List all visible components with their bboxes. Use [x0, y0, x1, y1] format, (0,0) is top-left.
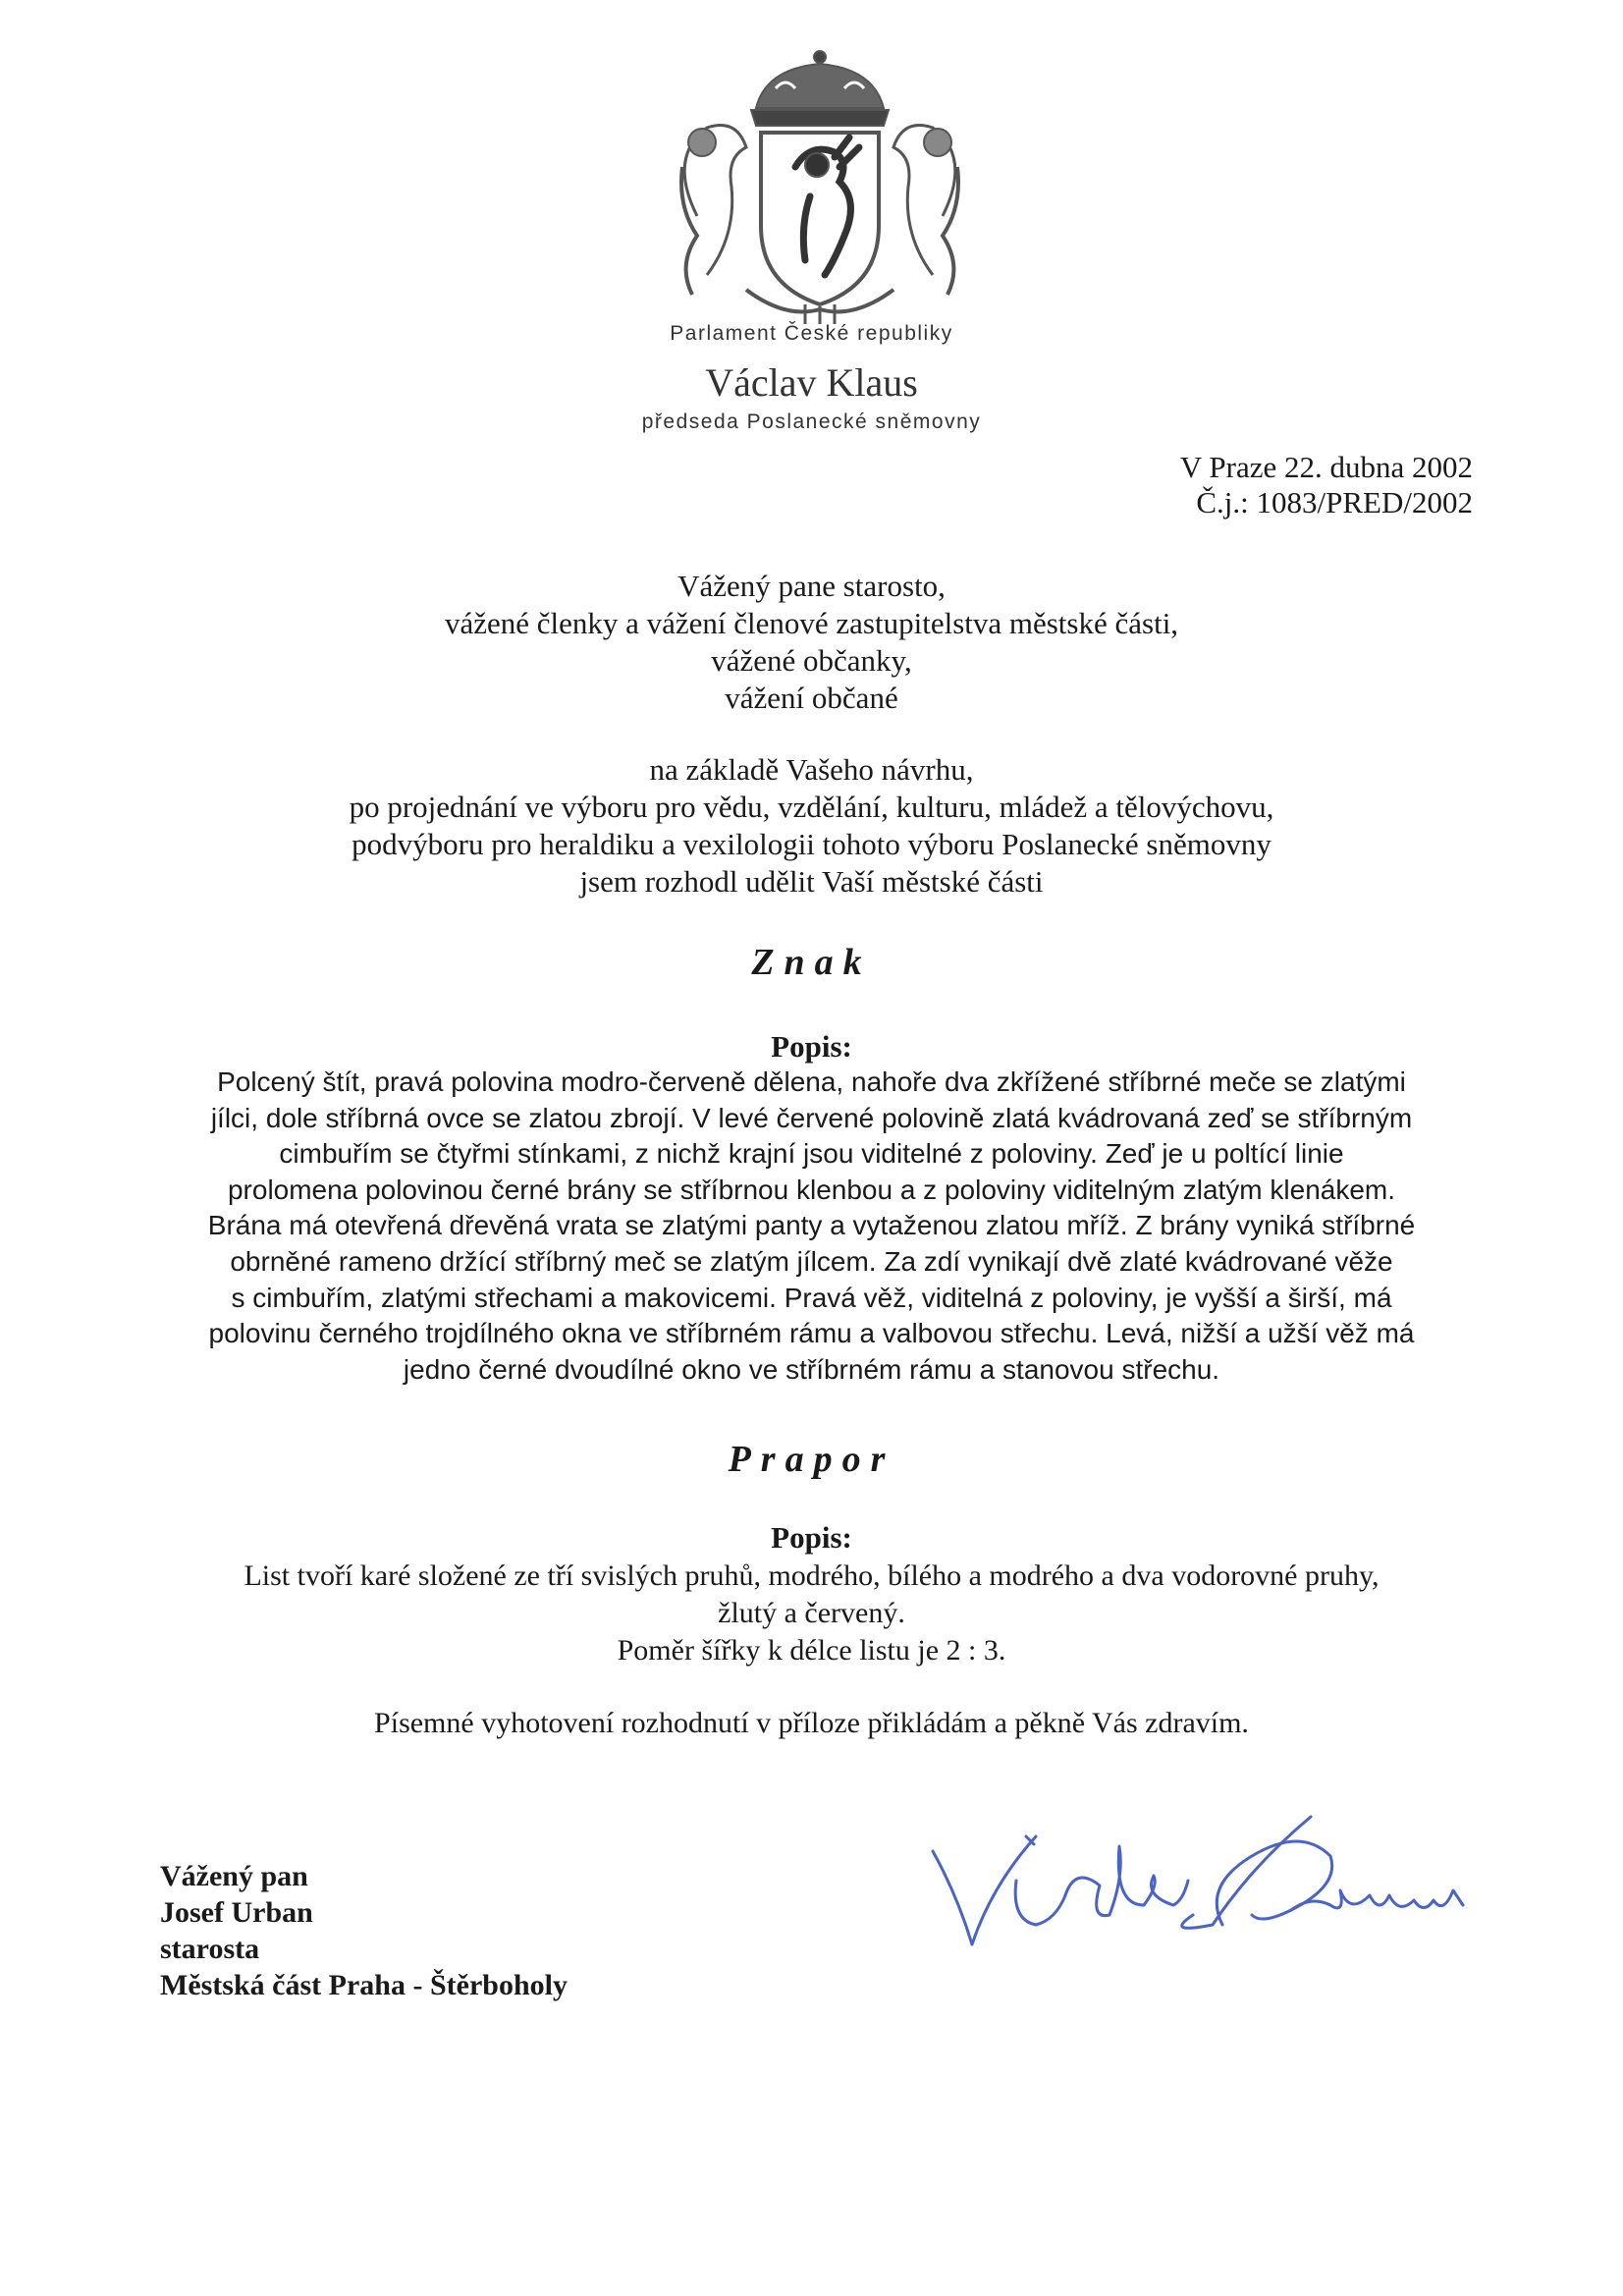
prapor-popis-label: Popis: — [771, 1520, 852, 1555]
intro-line: jsem rozhodl udělit Vaší městské části — [579, 864, 1044, 899]
description-line: jílci, dole stříbrná ovce se zlatou zbrojí. V levé červené polovině zlatá kvádrovaná zeď se stříbrným — [210, 1102, 1413, 1133]
salutation — [147, 568, 1476, 717]
description-line: List tvoří karé složené ze tří svislých pruhů, modrého, bílého a modrého a dva vodorovné pruhy, — [243, 1559, 1380, 1592]
addressee-line: Vážený pan — [160, 1860, 308, 1892]
description-line: Polcený štít, pravá polovina modro-červeně dělena, nahoře dva zkřížené stříbrné meče se zlatými — [217, 1066, 1406, 1097]
coat-of-arms-emblem — [638, 39, 1001, 324]
znak-description — [147, 1065, 1476, 1388]
intro-line: podvýboru pro heraldiku a vexilologii tohoto výboru Poslanecké sněmovny — [352, 827, 1271, 861]
description-line: cimbuřím se čtyřmi stínkami, z nichž krajní jsou viditelné z poloviny. Zeď je u poltící linie — [279, 1138, 1344, 1170]
addressee-line: starosta — [160, 1933, 260, 1965]
closing-sentence: Písemné vyhotovení rozhodnutí v příloze přikládám a pěkně Vás zdravím. — [374, 1707, 1249, 1739]
addressee-line: Městská část Praha - Štěrboholy — [160, 1969, 568, 2001]
description-line: žlutý a červený. — [718, 1597, 905, 1629]
description-line: prolomena polovinou černé brány se stříbrnou klenbou a z poloviny viditelným zlatým klenákem. — [227, 1174, 1396, 1205]
salutation-line: vážení občané — [725, 681, 898, 715]
description-line: polovinu černého trojdílného okna ve stříbrném rámu a valbovou střechu. Levá, nižší a užší věž má — [208, 1318, 1415, 1349]
addressee-block — [160, 1858, 568, 2003]
handwritten-signature — [918, 1777, 1488, 1974]
intro-line: po projednání ve výboru pro vědu, vzdělání, kulturu, mládež a tělovýchovu, — [349, 790, 1274, 824]
salutation-line: Vážený pane starosto, — [677, 569, 946, 603]
place-date: V Praze 22. dubna 2002 — [1179, 450, 1473, 484]
znak-heading: Znak — [751, 942, 872, 983]
sender-role: předseda Poslanecké sněmovny — [641, 410, 982, 433]
salutation-line: vážené občanky, — [711, 643, 912, 678]
institution-name: Parlament České republiky — [670, 322, 953, 345]
prapor-heading: Prapor — [728, 1439, 895, 1480]
prapor-description — [147, 1558, 1476, 1669]
description-line: obrněné rameno držící stříbrný meč se zlatým jílcem. Za zdí vynikají dvě zlaté kvádrované věže — [230, 1245, 1393, 1277]
description-line: s cimbuřím, zlatými střechami a makovicemi. Pravá věž, viditelná z poloviny, je vyšší a širší, má — [231, 1282, 1392, 1313]
case-number: Č.j.: 1083/PRED/2002 — [1196, 485, 1473, 519]
intro-line: na základě Vašeho návrhu, — [649, 752, 974, 787]
intro-paragraph — [147, 751, 1476, 901]
addressee-line: Josef Urban — [160, 1896, 313, 1929]
sender-name: Václav Klaus — [705, 360, 918, 405]
description-line: jedno černé dvoudílné okno ve stříbrném rámu a stanovou střechu. — [403, 1353, 1220, 1385]
salutation-line: vážené členky a vážení členové zastupitelstva městské části, — [444, 606, 1179, 640]
znak-popis-label: Popis: — [771, 1029, 852, 1064]
description-line: Brána má otevřená dřevěná vrata se zlatými panty a vytaženou zlatou mříž. Z brány vyniká stříbrné — [207, 1210, 1416, 1241]
description-line: Poměr šířky k délce listu je 2 : 3. — [617, 1634, 1006, 1667]
